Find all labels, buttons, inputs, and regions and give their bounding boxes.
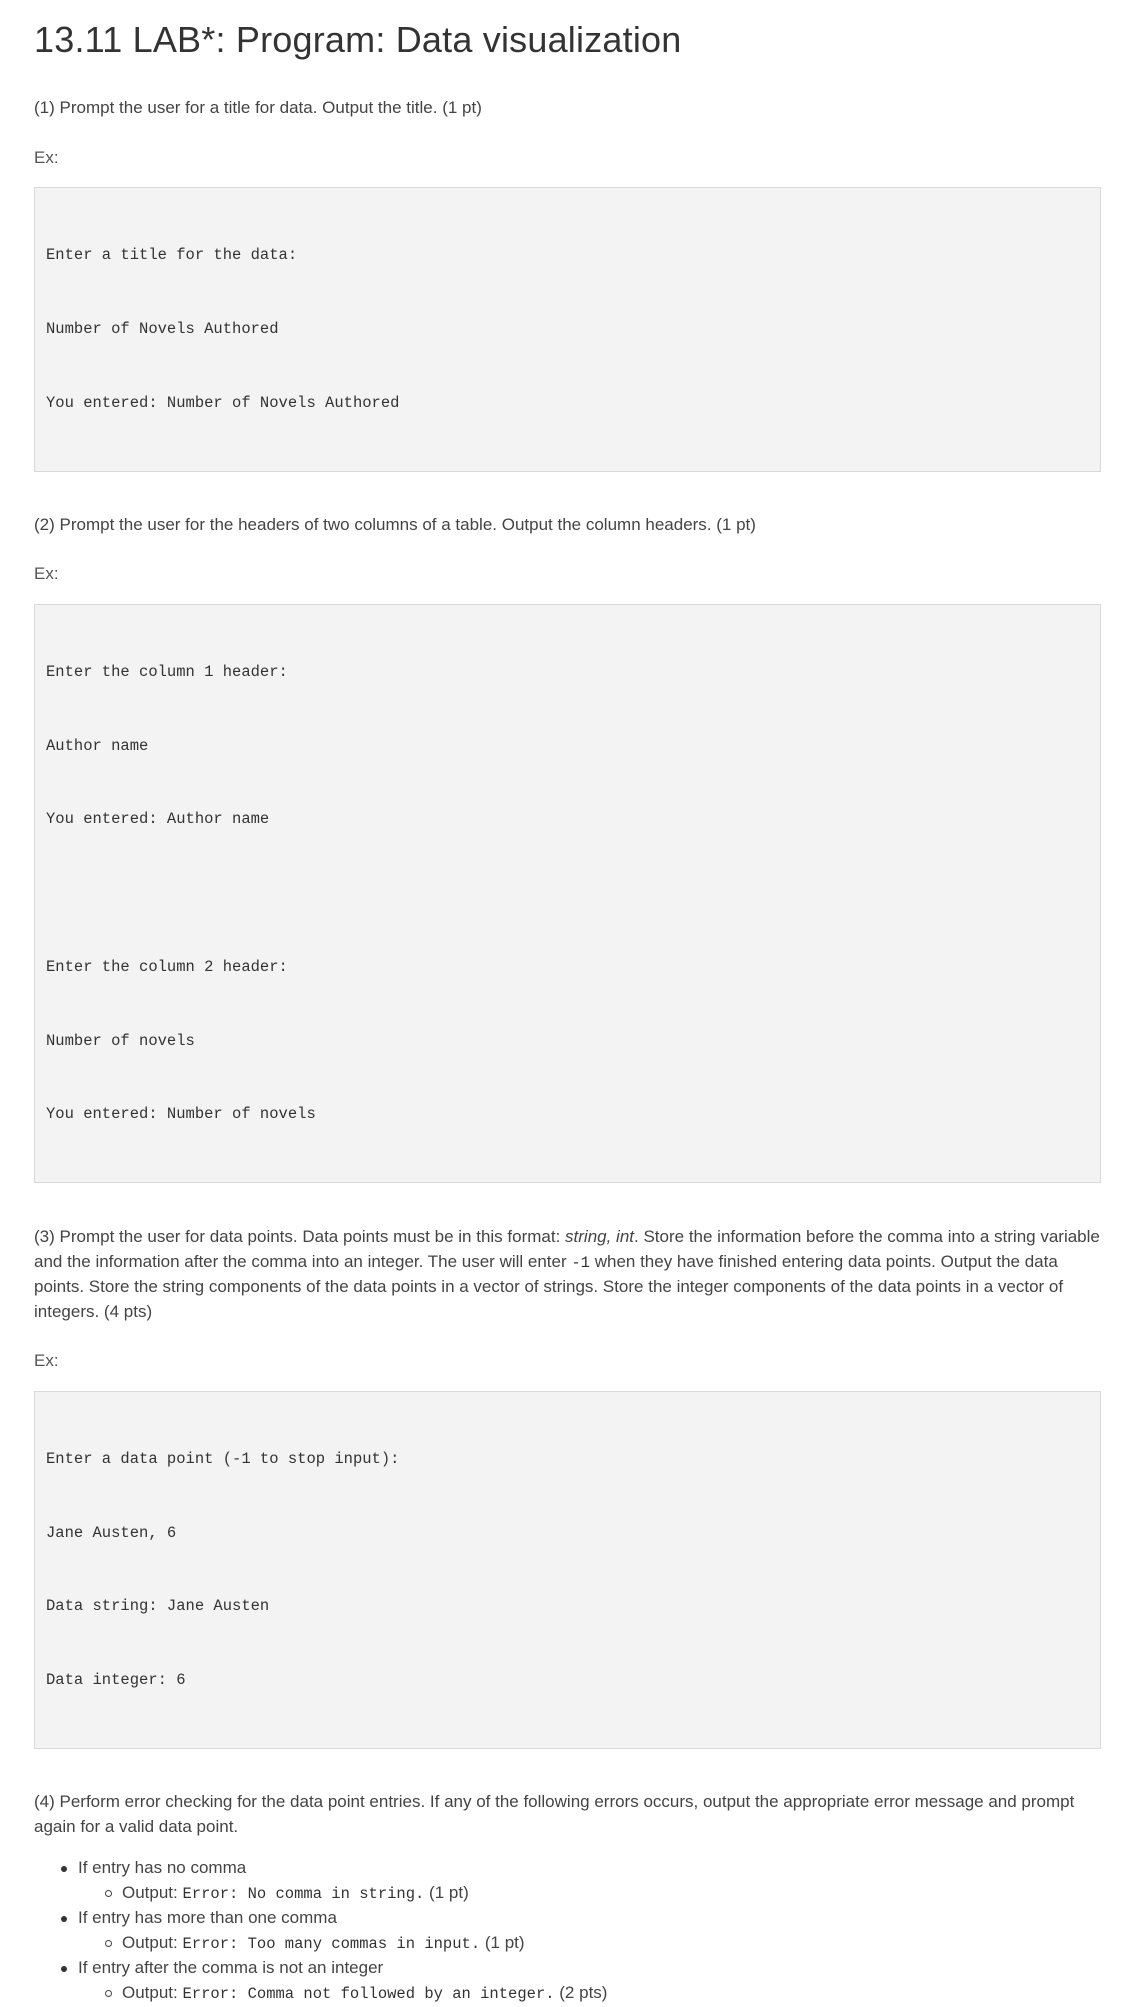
code-line: Enter the column 1 header:	[46, 662, 288, 681]
page-title: 13.11 LAB*: Program: Data visualization	[34, 19, 682, 60]
code-line: Data integer: 6	[46, 1671, 186, 1690]
points-label: (1 pt)	[424, 1882, 469, 1902]
points-label: (1 pt)	[480, 1932, 525, 1952]
error-message-code: Error: No comma in string.	[182, 1884, 425, 1903]
code-line	[46, 881, 1089, 906]
code-line: Jane Austen, 6	[46, 1523, 177, 1542]
points-label: (2 pts)	[554, 1982, 608, 2002]
list-item	[34, 1956, 1101, 2006]
code-line: Number of Novels Authored	[46, 319, 279, 338]
sub-list	[78, 1931, 1101, 1957]
instruction-text: . Store the information before the comma into a string variable and the information after the comma into an integer. The user will enter	[34, 1227, 1100, 1271]
bullet-text: If entry has no comma	[78, 1858, 247, 1877]
output-prefix: Output:	[122, 1882, 183, 1902]
list-subitem	[78, 1931, 1101, 1957]
sub-list	[78, 1881, 1101, 1907]
section-1-example-code	[34, 187, 1101, 472]
code-line: Data string: Jane Austen	[46, 1597, 270, 1616]
bullet-text: If entry has more than one comma	[78, 1908, 337, 1928]
list-subitem	[78, 1981, 1101, 2007]
section-3-instruction	[34, 1225, 1101, 1324]
sub-list	[78, 1981, 1101, 2007]
section-1-instruction: (1) Prompt the user for a title for data. Output the title. (1 pt)	[34, 98, 482, 117]
section-3-example-code	[34, 1391, 1101, 1749]
list-item	[34, 1856, 1101, 1906]
output-prefix: Output:	[122, 1982, 183, 2002]
section-2-example-code	[34, 604, 1101, 1184]
code-line: Enter a title for the data:	[46, 246, 298, 265]
code-line: Enter the column 2 header:	[46, 957, 288, 976]
list-item	[34, 1906, 1101, 1956]
code-line: You entered: Number of Novels Authored	[46, 393, 400, 412]
bullet-text: If entry after the comma is not an integer	[78, 1958, 384, 1978]
section-1-ex-label: Ex:	[34, 147, 59, 167]
output-prefix: Output:	[122, 1932, 183, 1952]
error-list	[34, 1856, 1101, 2007]
error-message-code: Error: Comma not followed by an integer.	[182, 1984, 555, 2003]
section-3-ex-label: Ex:	[34, 1351, 59, 1371]
section-2-instruction: (2) Prompt the user for the headers of two columns of a table. Output the column headers. (1 pt)	[34, 514, 756, 534]
section-2-ex-label: Ex:	[34, 564, 59, 584]
code-line: Author name	[46, 736, 149, 755]
error-message-code: Error: Too many commas in input.	[182, 1934, 481, 1953]
list-subitem	[78, 1881, 1101, 1907]
code-line: Enter a data point (-1 to stop input):	[46, 1449, 400, 1468]
instruction-text: when they have finished entering data points. Output the data points. Store the string components of the data points in a vector of strings. Store the integer components of the data points in a vector of integers. (4 pts)	[34, 1251, 1064, 1321]
section-4-instruction: (4) Perform error checking for the data point entries. If any of the following errors occurs, output the appropriate error message and prompt again for a valid data point.	[34, 1792, 1075, 1836]
instruction-text: (3) Prompt the user for data points. Data points must be in this format:	[34, 1227, 566, 1247]
code-line: You entered: Number of novels	[46, 1105, 316, 1124]
format-emphasis: string, int	[565, 1227, 635, 1247]
code-line: You entered: Author name	[46, 810, 270, 829]
code-line: Number of novels	[46, 1031, 195, 1050]
inline-code: -1	[571, 1253, 590, 1272]
